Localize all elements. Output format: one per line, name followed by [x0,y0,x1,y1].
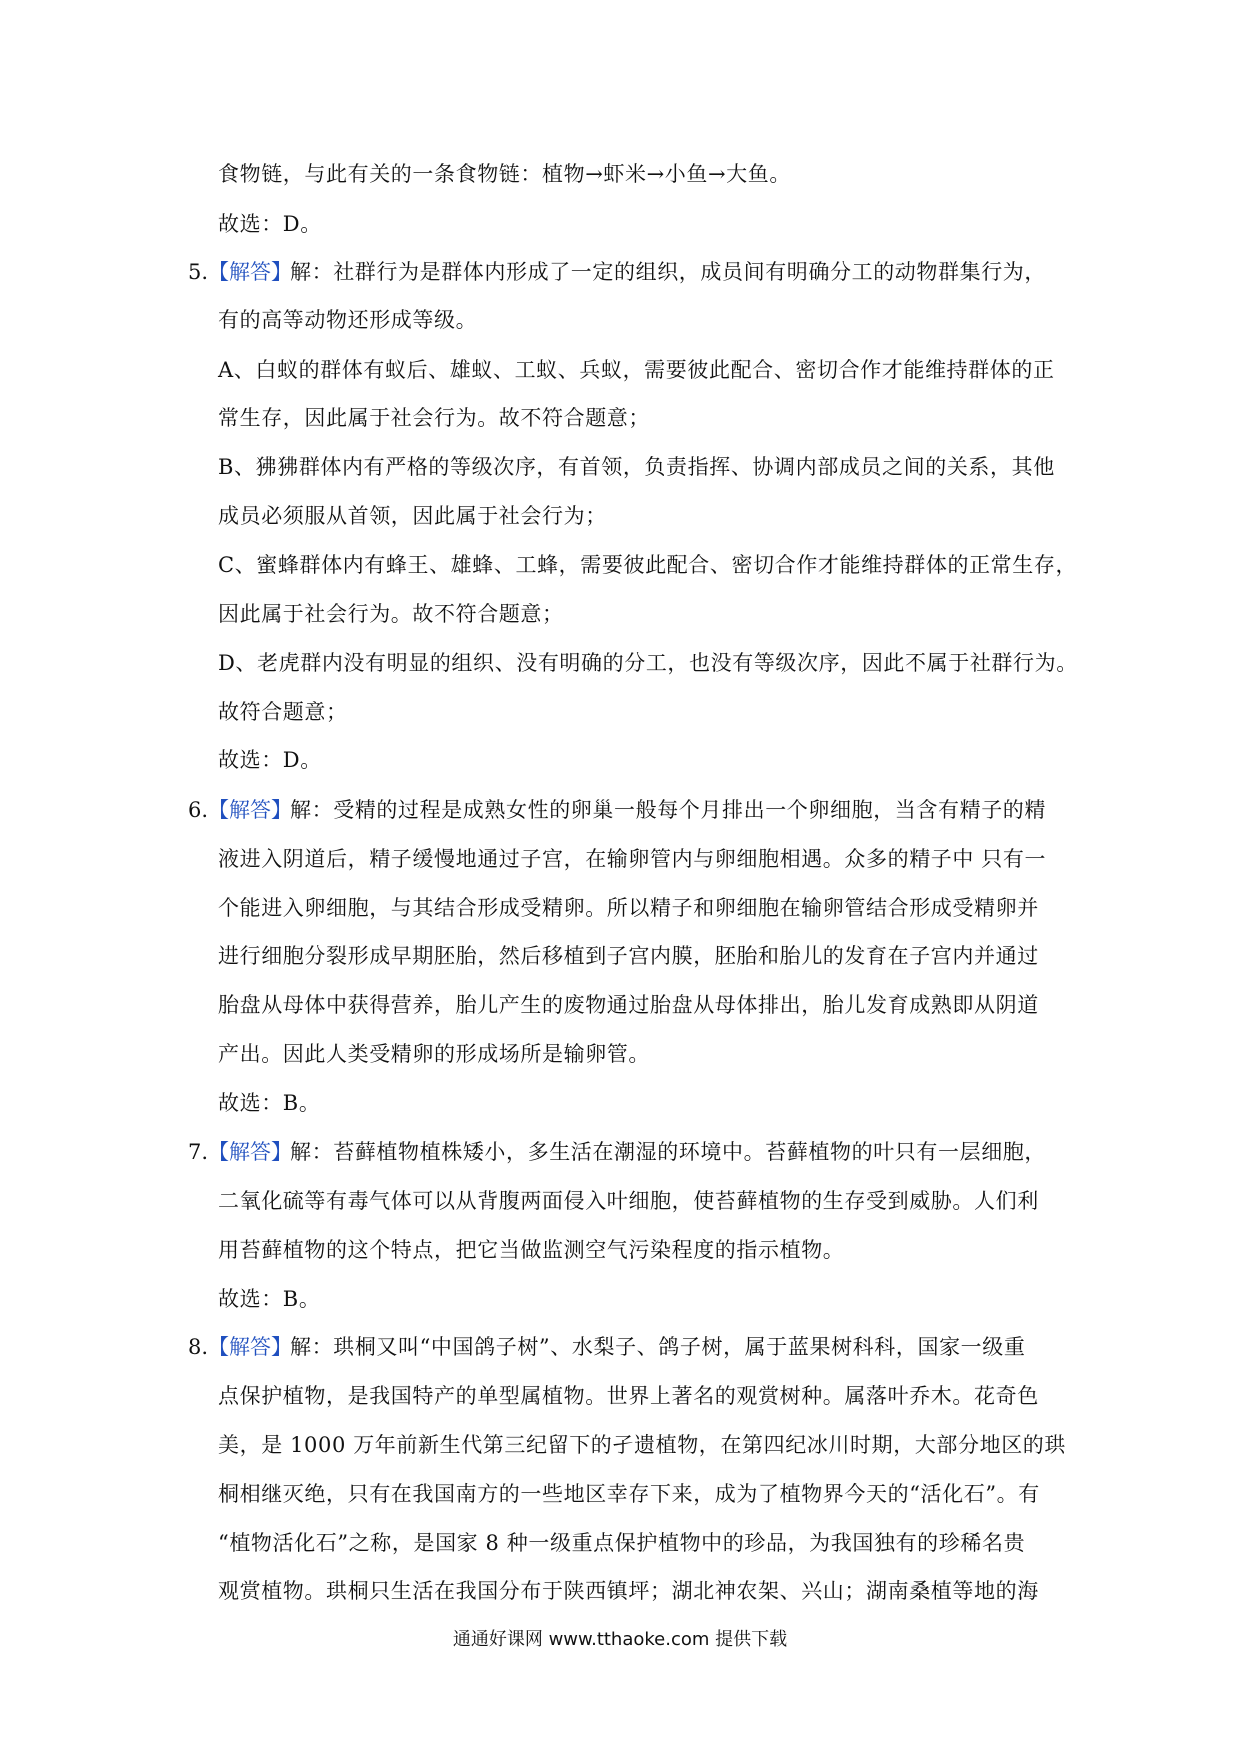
text-line: 解：受精的过程是成熟女性的卵巢一般每个月排出一个卵细胞，当含有精子的精 [290,798,1046,822]
text-line: 观赏植物。珙桐只生活在我国分布于陕西镇坪；湖北神农架、兴山；湖南桑植等地的海 [218,1579,1039,1603]
text-line: 解：苔藓植物植株矮小，多生活在潮湿的环境中。苔藓植物的叶只有一层细胞， [290,1140,1046,1164]
text-line: 胎盘从母体中获得营养，胎儿产生的废物通过胎盘从母体排出，胎儿发育成熟即从阴道 [218,993,1039,1017]
text-line: 个能进入卵细胞，与其结合形成受精卵。所以精子和卵细胞在输卵管结合形成受精卵并 [218,896,1039,920]
question-number: 7. [188,1140,209,1164]
text-line: 解：社群行为是群体内形成了一定的组织，成员间有明确分工的动物群集行为， [290,260,1046,284]
text-line: A、白蚁的群体有蚁后、雄蚁、工蚁、兵蚁，需要彼此配合、密切合作才能维持群体的正 [218,358,1055,382]
question-number-7 [188,1138,292,1166]
text-line: 故选：D。 [218,212,322,236]
question-number-5 [188,258,292,286]
text-line: 桐相继灭绝，只有在我国南方的一些地区幸存下来，成为了植物界今天的“活化石”。有 [218,1482,1040,1506]
question-number: 8. [188,1335,209,1359]
text-line: C、蜜蜂群体内有蜂王、雄蜂、工蜂，需要彼此配合、密切合作才能维持群体的正常生存， [218,553,1078,577]
text-line: “植物活化石”之称，是国家 8 种一级重点保护植物中的珍品，为我国独有的珍稀名贵 [218,1531,1026,1555]
question-number-6 [188,796,292,824]
text-line: 进行细胞分裂形成早期胚胎，然后移植到子宫内膜，胚胎和胎儿的发育在子宫内并通过 [218,944,1039,968]
text-line: 故符合题意； [218,700,348,724]
text-line: 食物链，与此有关的一条食物链：植物→虾米→小鱼→大鱼。 [218,162,791,186]
answer-tag: 【解答】 [208,260,293,284]
question-number-8 [188,1333,292,1361]
text-line: 故选：B。 [218,1287,321,1311]
answer-tag: 【解答】 [208,1140,293,1164]
answer-tag: 【解答】 [208,1335,293,1359]
text-line: 点保护植物，是我国特产的单型属植物。世界上著名的观赏树种。属落叶乔木。花奇色 [218,1384,1039,1408]
question-number: 5. [188,260,209,284]
text-line: 二氧化硫等有毒气体可以从背腹两面侵入叶细胞，使苔藓植物的生存受到威胁。人们利 [218,1189,1039,1213]
text-line: 有的高等动物还形成等级。 [218,308,478,332]
text-line: 液进入阴道后，精子缓慢地通过子宫，在输卵管内与卵细胞相遇。众多的精子中 只有一 [218,847,1047,871]
text-line: 成员必须服从首领，因此属于社会行为； [218,504,607,528]
answer-tag: 【解答】 [208,798,293,822]
question-number: 6. [188,798,209,822]
text-line: 因此属于社会行为。故不符合题意； [218,602,564,626]
text-line: 解：珙桐又叫“中国鸽子树”、水梨子、鸽子树，属于蓝果树科科，国家一级重 [290,1335,1026,1359]
text-line: 产出。因此人类受精卵的形成场所是输卵管。 [218,1042,650,1066]
text-line: 用苔藓植物的这个特点，把它当做监测空气污染程度的指示植物。 [218,1238,845,1262]
text-line: 美，是 1000 万年前新生代第三纪留下的孑遗植物，在第四纪冰川时期，大部分地区的珙 [218,1433,1066,1457]
page-footer: 通通好课网 www.tthaoke.com 提供下载 [452,1629,788,1650]
text-line: 故选：D。 [218,748,322,772]
text-line: D、老虎群内没有明显的组织、没有明确的分工，也没有等级次序，因此不属于社群行为。 [218,651,1078,675]
text-line: B、狒狒群体内有严格的等级次序，有首领，负责指挥、协调内部成员之间的关系，其他 [218,455,1055,479]
text-line: 常生存，因此属于社会行为。故不符合题意； [218,406,650,430]
text-line: 故选：B。 [218,1091,321,1115]
